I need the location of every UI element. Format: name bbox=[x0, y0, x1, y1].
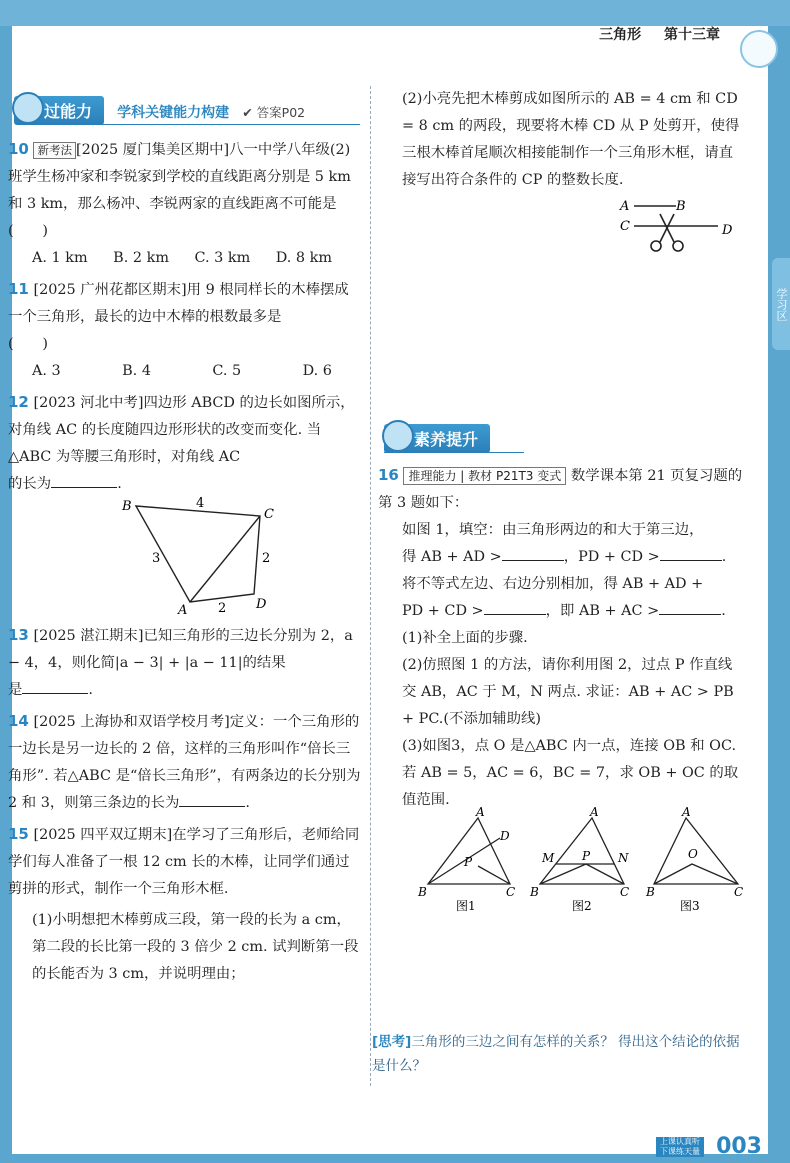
step-text: . bbox=[721, 603, 726, 619]
step-line-1: 如图 1，填空：由三角形两边的和大于第三边， bbox=[402, 522, 704, 538]
side-length-cd: 2 bbox=[262, 551, 271, 566]
stick-label-c: C bbox=[620, 219, 630, 234]
question-part-1: (1)补全上面的步骤. bbox=[402, 630, 528, 646]
fig3-label-c: C bbox=[734, 885, 744, 899]
fig1-label-d: D bbox=[500, 829, 510, 843]
question-text: [2025 厦门集美区期中]八一中学八年级(2)班学生杨冲家和李锐家到学校的直线距离分别是 5 km 和 3 km，那么杨冲、李锐两家的直线距离不可能是 bbox=[8, 142, 351, 212]
step-line-4 bbox=[378, 598, 744, 625]
question-number: 14 bbox=[8, 712, 29, 730]
step-text: 得 AB + AD > bbox=[402, 549, 502, 565]
fig2-label-a: A bbox=[590, 805, 599, 819]
step-text: PD + CD > bbox=[402, 603, 484, 619]
side-tab: 学习区 bbox=[772, 258, 790, 350]
question-12: 12 [2023 河北中考]四边形 ABCD 的边长如图所示，对角线 AC 的长度随四边形形状的改变而变化. 当△ABC 为等腰三角形时，对角线 AC 的长为 . B C A D 4 3 2 2 bbox=[8, 389, 362, 620]
option: C. 5 bbox=[212, 363, 242, 379]
fig3-label-b: B bbox=[646, 885, 655, 899]
question-intro: 数学课本第 21 页复习题的第 3 题如下： bbox=[378, 468, 743, 511]
step-text: . bbox=[721, 549, 727, 565]
question-text: [2025 广州花都区期末]用 9 根同样长的木棒摆成一个三角形，最长的边中木棒的根数最多是 bbox=[8, 282, 349, 325]
question-15 bbox=[8, 821, 362, 988]
tag-label: 推理能力 bbox=[408, 469, 457, 483]
question-13 bbox=[8, 622, 362, 704]
answer-paren: ( ) bbox=[8, 223, 49, 239]
answer-blank[interactable] bbox=[660, 544, 722, 561]
logo-icon bbox=[740, 30, 778, 68]
period: . bbox=[245, 795, 250, 811]
section-subtitle: 学科关键能力构建 bbox=[117, 105, 230, 121]
question-text: [2025 上海协和双语学校月考]定义：一个三角形的一边长是另一边长的 2 倍，这样的三角形叫作“倍长三角形”. 若△ABC 是“倍长三角形”，有两条边的长分别为 2 和 3，则第三条边的长为 bbox=[8, 714, 361, 811]
stick-label-a: A bbox=[620, 199, 630, 214]
question-part-3: (3)如图3，点 O 是△ABC 内一点，连接 OB 和 OC. 若 AB = 5，AC = 6，BC = 7，求 OB + OC 的取值范围. bbox=[402, 738, 739, 808]
answer-ref-text: 答案P02 bbox=[256, 105, 306, 120]
options bbox=[8, 358, 332, 385]
point-label-c: C bbox=[264, 507, 274, 522]
question-tag: 推理能力 | 教材 P21T3 变式 bbox=[403, 467, 566, 485]
option: D. 6 bbox=[302, 363, 332, 379]
mascot-icon bbox=[12, 92, 44, 124]
question-part-2: (2)仿照图 1 的方法，请你利用图 2，过点 P 作直线交 AB，AC 于 M，N 两点. 求证：AB + AC > PB + PC.(不添加辅助线) bbox=[402, 657, 734, 727]
think-text: 三角形的三边之间有怎样的关系？ 得出这个结论的依据是什么？ bbox=[372, 1034, 740, 1074]
header-chapter: 第十三章 bbox=[664, 27, 720, 43]
question-10 bbox=[8, 136, 362, 272]
figure-1-caption: 图1 bbox=[456, 899, 476, 913]
tag-label: 教材 P21T3 变式 bbox=[468, 469, 562, 483]
column-divider bbox=[370, 86, 371, 1086]
fig1-label-b: B bbox=[418, 885, 427, 899]
question-tag: 新考法 bbox=[33, 142, 76, 159]
question-number: 10 bbox=[8, 140, 29, 158]
period: . bbox=[88, 682, 93, 698]
fig3-label-o: O bbox=[688, 847, 698, 861]
page-note: 上课认真听 下课练天量 bbox=[656, 1137, 704, 1157]
section-underline bbox=[20, 124, 360, 125]
question-11 bbox=[8, 276, 362, 385]
section-badge bbox=[384, 424, 490, 453]
think-tag: [思考] bbox=[372, 1034, 412, 1050]
think-note bbox=[372, 1030, 750, 1078]
step-line-2 bbox=[378, 544, 744, 571]
right-column bbox=[378, 86, 744, 270]
answer-blank[interactable] bbox=[22, 677, 88, 694]
fig2-label-b: B bbox=[530, 885, 539, 899]
point-label-a: A bbox=[178, 603, 188, 618]
question-text: [2025 湛江期末]已知三角形的三边长分别为 2，a − 4，4，则化简|a − 3| + |a − 11|的结果 bbox=[8, 628, 353, 671]
answer-blank[interactable] bbox=[659, 598, 721, 615]
fig2-label-m: M bbox=[542, 851, 555, 865]
section-underline bbox=[384, 452, 524, 453]
question-text-end: 的长为 bbox=[8, 476, 52, 492]
question-number: 13 bbox=[8, 626, 29, 644]
stick-label-d: D bbox=[722, 223, 733, 238]
question-number: 16 bbox=[378, 466, 399, 484]
option: B. 2 km bbox=[113, 250, 169, 266]
answer-blank[interactable] bbox=[179, 790, 245, 807]
point-label-d: D bbox=[256, 597, 267, 612]
options bbox=[8, 245, 332, 272]
side-length-ab: 3 bbox=[152, 551, 161, 566]
answer-blank[interactable] bbox=[51, 471, 117, 488]
figure-1 bbox=[428, 818, 510, 884]
fig1-label-a: A bbox=[476, 805, 485, 819]
fig3-label-a: A bbox=[682, 805, 691, 819]
answer-paren: ( ) bbox=[8, 336, 49, 352]
figure-2-caption: 图2 bbox=[572, 899, 592, 913]
option: A. 1 km bbox=[32, 250, 88, 266]
side-length-bc: 4 bbox=[196, 496, 205, 511]
top-band bbox=[0, 0, 790, 26]
question-14 bbox=[8, 708, 362, 817]
question-text: [2023 河北中考]四边形 ABCD 的边长如图所示，对角线 AC 的长度随四边形形状的改变而变化. 当△ABC 为等腰三角形时，对角线 AC bbox=[8, 395, 355, 465]
mascot-icon bbox=[382, 420, 414, 452]
question-number: 12 bbox=[8, 393, 29, 411]
sticks-figure bbox=[378, 194, 744, 260]
header-title: 三角形 bbox=[599, 27, 642, 43]
step-text: ，PD + CD > bbox=[563, 549, 660, 565]
section-badge bbox=[14, 96, 104, 125]
step-line-3: 将不等式左边、右边分别相加，得 AB + AD + bbox=[402, 576, 704, 592]
option: A. 3 bbox=[32, 363, 61, 379]
question-number: 15 bbox=[8, 825, 29, 843]
section-badge-label: 素养提升 bbox=[414, 430, 479, 449]
step-text: ，即 AB + AC > bbox=[545, 603, 660, 619]
option: D. 8 km bbox=[275, 250, 332, 266]
point-label-b: B bbox=[122, 499, 132, 514]
stick-label-b: B bbox=[676, 199, 686, 214]
section-badge-label: 过能力 bbox=[44, 102, 93, 121]
fig2-label-p: P bbox=[582, 849, 591, 863]
question-text: [2025 四平双辽期末]在学习了三角形后，老师给同学们每人准备了一根 12 cm 长的木棒，让同学们通过剪拼的形式，制作一个三角形木框. bbox=[8, 827, 360, 897]
page-header bbox=[581, 24, 720, 44]
answer-blank[interactable] bbox=[484, 598, 546, 615]
option: C. 3 km bbox=[194, 250, 251, 266]
triangle-figures bbox=[378, 805, 744, 914]
figure-3-caption: 图3 bbox=[680, 899, 700, 913]
left-column bbox=[8, 136, 362, 988]
fig2-label-n: N bbox=[618, 851, 629, 865]
diagonal-ac bbox=[190, 516, 260, 602]
question-text-end: 是 bbox=[8, 682, 23, 698]
side-length-ad: 2 bbox=[218, 601, 227, 616]
answer-ref: ✔ 答案P02 bbox=[242, 105, 306, 120]
fig1-label-c: C bbox=[506, 885, 516, 899]
question-15-part-2: (2)小亮先把木棒剪成如图所示的 AB = 4 cm 和 CD = 8 cm 的两段，现要将木棒 CD 从 P 处剪开，使得三根木棒首尾顺次相接能制作一个三角形木框，请直接写出符合条件的 CP 的整数长度. bbox=[402, 91, 740, 188]
scissors-icon bbox=[651, 214, 683, 251]
answer-blank[interactable] bbox=[502, 544, 564, 561]
page-number: 003 bbox=[716, 1134, 762, 1159]
question-16 bbox=[378, 462, 744, 924]
fig2-label-c: C bbox=[620, 885, 630, 899]
question-number: 11 bbox=[8, 280, 29, 298]
question-part-1: (1)小明想把木棒剪成三段，第一段的长为 a cm，第二段的长比第一段的 3 倍少 2 cm. 试判断第一段的长能否为 3 cm，并说明理由； bbox=[32, 912, 359, 982]
fig1-label-p: P bbox=[464, 855, 473, 869]
option: B. 4 bbox=[122, 363, 151, 379]
